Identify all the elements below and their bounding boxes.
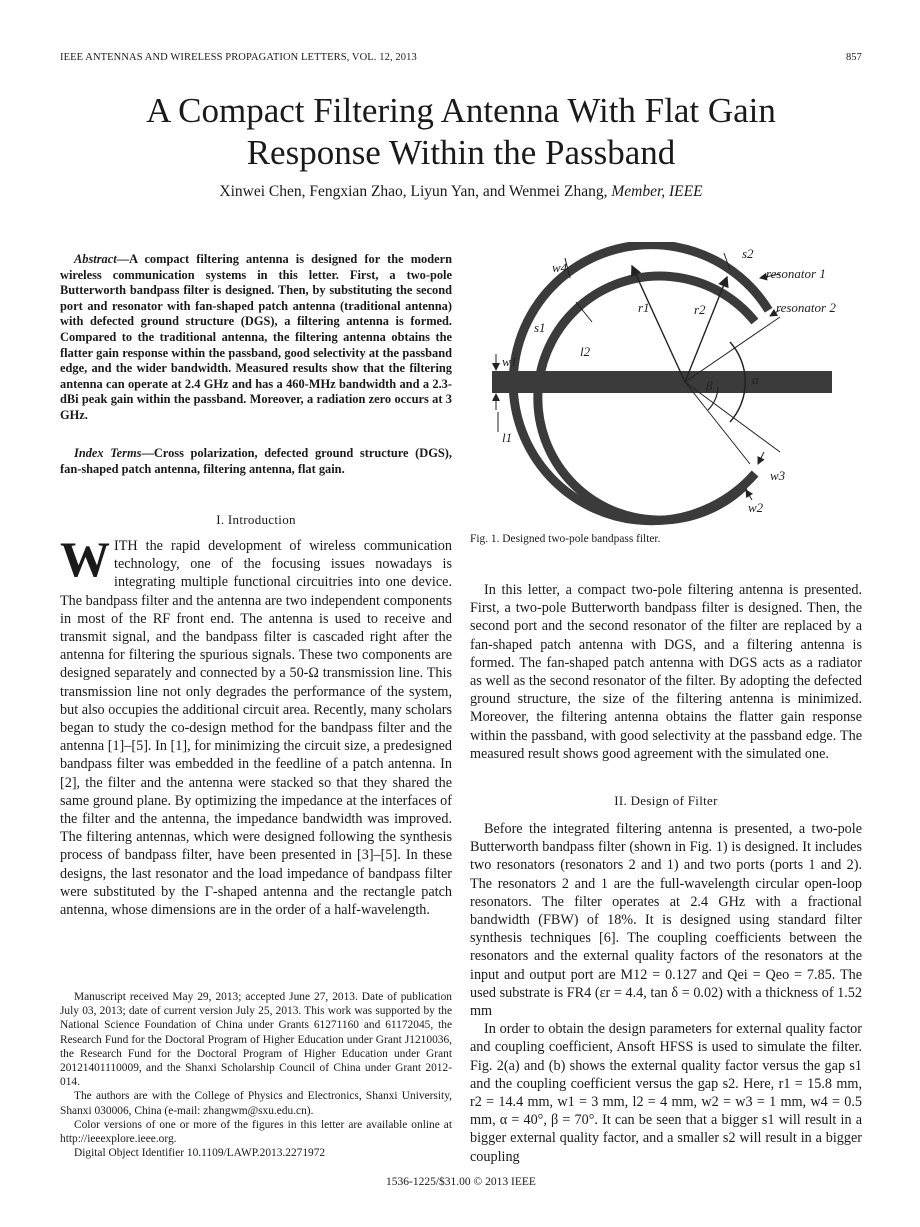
label-l2: l2 (580, 344, 591, 359)
section-1-body (60, 531, 452, 919)
index-terms-text: —Cross polarization, defected ground structure (DGS), fan-shaped patch antenna, filtering antenna, flat gain. (60, 446, 452, 476)
page-number: 857 (845, 52, 862, 63)
w2-arrow (746, 490, 752, 500)
footnote-manuscript: Manuscript received May 29, 2013; accepted June 27, 2013. Date of publication July 03, 2013; date of current version July 25, 2013. This work was supported by the National Science Foundation of China under Grants 61271160 and 61172045, the Research Fund for the Doctoral Program of Higher Education under Grant J1210036, the Research Fund for the Doctoral Program of Higher Education under Grant 20121401110009, and the Shanxi Scholarship Council of China under Grant 2012-014. (60, 991, 452, 1089)
index-terms-label: Index Terms (74, 446, 142, 460)
r1-arrow (632, 266, 685, 382)
label-w3: w3 (770, 468, 786, 483)
author-list (60, 183, 862, 201)
title-line-1: A Compact Filtering Antenna With Flat Gain (146, 91, 776, 130)
section-2-paragraph-1: Before the integrated filtering antenna is presented, a two-pole Butterworth bandpass filter (shown in Fig. 1) is designed. It includes two resonators (resonators 2 and 1) and two ports (ports 1 and 2). The resonators 2 and 1 are the full-wavelength circular open-loop resonators. The filter operates at 2.4 GHz with a fractional bandwidth (FBW) of 18%. It is designed using standard filter synthesis techniques [6]. The coupling coefficients between the resonators and the external quality factors of the resonators at the input and output port are M12 = 0.127 and Qei = Qeo = 7.85. The used substrate is FR4 (εr = 4.4, tan δ = 0.02) with a thickness of 1.52 mm (470, 821, 862, 1020)
section-1-text: ITH the rapid development of wireless communication technology, one of the focusing issues nowadays is integrating multiple functional circuitries into one device. The bandpass filter and the antenna are two independent components in most of the RF front end. The antenna is used to receive and transmit signal, and the bandpass filter is cascaded right after the antenna for filtering the spurious signals. These two components are designed separately and connected by a 50-Ω transmission line. This transmission line not only degrades the performance of the system, but also occupies the additional circuit area. Recently, many scholars began to study the co-design method for the bandpass filter and the antenna [1]–[5]. In [1], for minimizing the circuit size, a predesigned bandpass filter was embedded in the feedline of a patch antenna. In [2], the filter and the antenna were stacked so that they shared the same ground plane. By optimizing the impedance at the interfaces of the filter and the antenna, the impedance bandwidth was improved. The filtering antennas, which were designed following the synthesis process of bandpass filter, have been presented in [3]–[5]. In these designs, the last resonator and the load impedance of bandpass filter were substituted by the Γ-shaped antenna and the rectangle patch antenna, whose dimensions are in the order of a half-wavelength. (60, 538, 452, 919)
label-s1: s1 (534, 320, 546, 335)
paper-title (60, 90, 862, 174)
label-resonator-2: resonator 2 (776, 300, 836, 315)
label-alpha: α (752, 372, 759, 387)
drop-cap: W (60, 531, 110, 587)
running-head (60, 52, 862, 63)
author-names: Xinwei Chen, Fengxian Zhao, Liyun Yan, and Wenmei Zhang (219, 183, 604, 200)
section-2-heading-wrap (470, 793, 862, 809)
figure-1 (480, 242, 860, 527)
copyright-footer: 1536-1225/$31.00 © 2013 IEEE (386, 1176, 536, 1188)
r2-arrow (685, 277, 727, 382)
footnote-color: Color versions of one or more of the figures in this letter are available online at http://ieeexplore.ieee.org. (60, 1118, 452, 1146)
w3-arrow (758, 452, 764, 464)
section-2-paragraph-2: In order to obtain the design parameters for external quality factor and coupling coefficient, Ansoft HFSS is used to simulate the filter. Fig. 2(a) and (b) shows the external quality factor versus the gap s1 and the coupling coefficient versus the gap s2. Here, r1 = 15.8 mm, r2 = 14.4 mm, w1 = 3 mm, l2 = 4 mm, w2 = w3 = 1 mm, w4 = 0.5 mm, α = 40°, β = 70°. It can be seen that a bigger s1 will result in a bigger external quality factor, and a smaller s2 will result in a bigger coupling (470, 1021, 862, 1165)
label-w1: w1 (502, 354, 518, 369)
title-line-2: Response Within the Passband (246, 133, 676, 172)
footnote-affiliation: The authors are with the College of Physics and Electronics, Shanxi University, Shanxi 030006, China (e-mail: zhangwm@sxu.edu.cn). (60, 1090, 452, 1117)
label-r2: r2 (694, 302, 706, 317)
label-w2: w2 (748, 500, 764, 515)
abstract (60, 252, 452, 424)
abstract-text: —A compact filtering antenna is designed for the modern wireless communication systems in this letter. First, a two-pole Butterworth bandpass filter is designed. Then, by substituting the second port and resonator with fan-shaped patch antenna (traditional antenna) with defected ground structure (DGS), a filtering antenna is formed. Compared to the traditional antenna, the filtering antenna obtains the flatter gain response within the passband, good selectivity at the passband edge, and the wider bandwidth. Measured results show that the filtering antenna can operate at 2.4 GHz and has a 460-MHz bandwidth and a 2.3-dBi peak gain within the passband. Moreover, a radiation zero occurs at 3 GHz. (60, 252, 452, 422)
section-1-heading: I. Introduction (216, 512, 296, 527)
label-r1: r1 (638, 300, 650, 315)
intro-continued: In this letter, a compact two-pole filtering antenna is presented. First, a two-pole Butterworth bandpass filter is designed. Then, the second port and the second resonator of the filter are replaced by a fan-shaped patch antenna with DGS, and a filtering antenna is formed. The fan-shaped patch antenna with DGS acts as a radiator as well as the second resonator of the filter. By adopting the defected ground structure, the size of the filtering antenna is minimized. Moreover, the filtering antenna obtains the flatter gain response within the passband, with good selectivity at the passband edge. The measured result shows good agreement with the simulated one. (470, 582, 862, 762)
label-s2: s2 (742, 246, 754, 261)
filter-diagram (480, 242, 860, 527)
journal-name: IEEE ANTENNAS AND WIRELESS PROPAGATION LETTERS, VOL. 12, 2013 (60, 52, 417, 63)
label-beta: β (706, 378, 713, 393)
label-w4: w4 (552, 260, 568, 275)
figure-1-caption: Fig. 1. Designed two-pole bandpass filter. (470, 533, 661, 545)
footnote-doi: Digital Object Identifier 10.1109/LAWP.2013.2271972 (74, 1147, 326, 1160)
section-1-heading-wrap (60, 512, 452, 528)
section-2-heading: II. Design of Filter (614, 793, 718, 808)
footnote (60, 990, 452, 1160)
section-2-body (470, 820, 862, 1166)
abstract-label: Abstract (74, 252, 117, 266)
label-resonator-1: resonator 1 (766, 266, 826, 281)
label-l1: l1 (502, 430, 513, 445)
author-membership: , Member, IEEE (603, 183, 703, 200)
index-terms (60, 446, 452, 477)
